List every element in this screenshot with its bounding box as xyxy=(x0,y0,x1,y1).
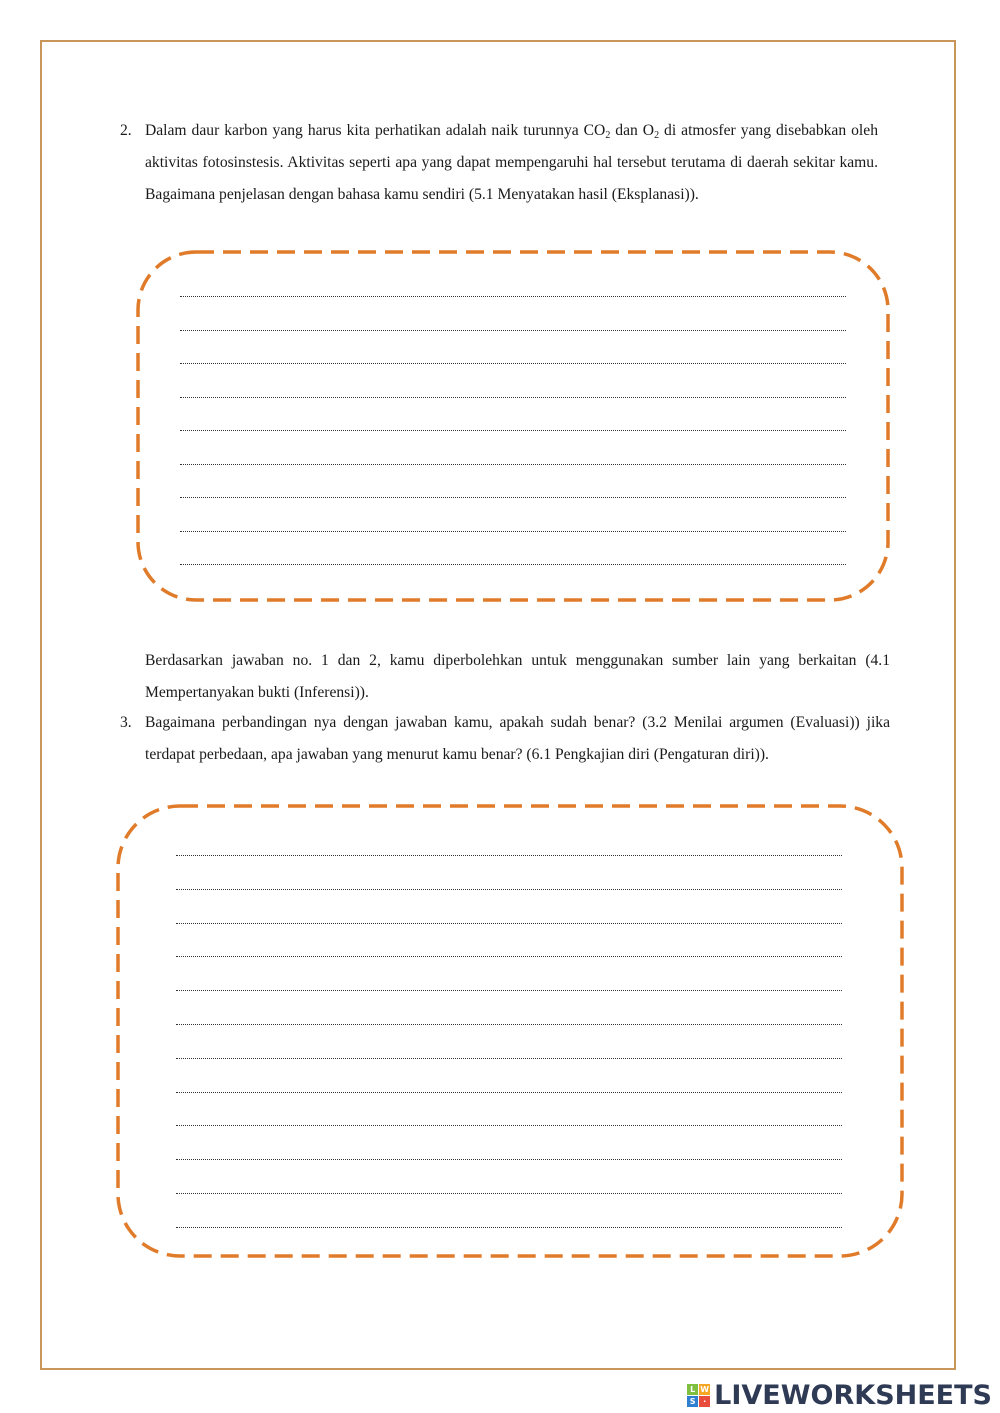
answer-line[interactable] xyxy=(176,1125,842,1126)
question-3-number: 3. xyxy=(120,714,132,731)
liveworksheets-logo-icon: L W S · xyxy=(687,1384,710,1407)
question-2-text: Dalam daur karbon yang harus kita perhatikan adalah naik turunnya $CO_2$ dan $O_2$ di atmosfer yang disebabkan oleh aktivitas fotosinstesis. Aktivitas seperti apa yang dapat mempengaruhi hal tersebut terutama di daerah sekitar kamu. Bagaimana penjelasan dengan bahasa kamu sendiri (5.1 Menyatakan hasil (Eksplanasi)). xyxy=(145,122,878,203)
question-2-number: 2. xyxy=(120,122,132,139)
answer-line[interactable] xyxy=(176,1227,842,1228)
question-3-text: Bagaimana perbandingan nya dengan jawaban kamu, apakah sudah benar? (3.2 Menilai argumen (Evaluasi)) jika terdapat perbedaan, apa jawaban yang menurut kamu benar? (6.1 Pengkajian diri (Pengaturan diri)). xyxy=(145,714,890,763)
liveworksheets-logo xyxy=(687,1377,992,1413)
instruction-note: Berdasarkan jawaban no. 1 dan 2, kamu diperbolehkan untuk menggunakan sumber lain yang berkaitan (4.1 Mempertanyakan bukti (Inferensi)). xyxy=(145,652,890,701)
answer-line[interactable] xyxy=(176,889,842,890)
answer-line[interactable] xyxy=(176,1024,842,1025)
answer-box-2[interactable] xyxy=(176,855,842,1235)
answer-line[interactable] xyxy=(176,1092,842,1093)
answer-line[interactable] xyxy=(176,990,842,991)
liveworksheets-brand: LIVEWORKSHEETS xyxy=(714,1379,992,1411)
answer-line[interactable] xyxy=(176,923,842,924)
answer-line[interactable] xyxy=(176,1159,842,1160)
answer-line[interactable] xyxy=(176,1058,842,1059)
answer-line[interactable] xyxy=(176,956,842,957)
answer-line[interactable] xyxy=(176,1193,842,1194)
answer-line[interactable] xyxy=(176,855,842,856)
